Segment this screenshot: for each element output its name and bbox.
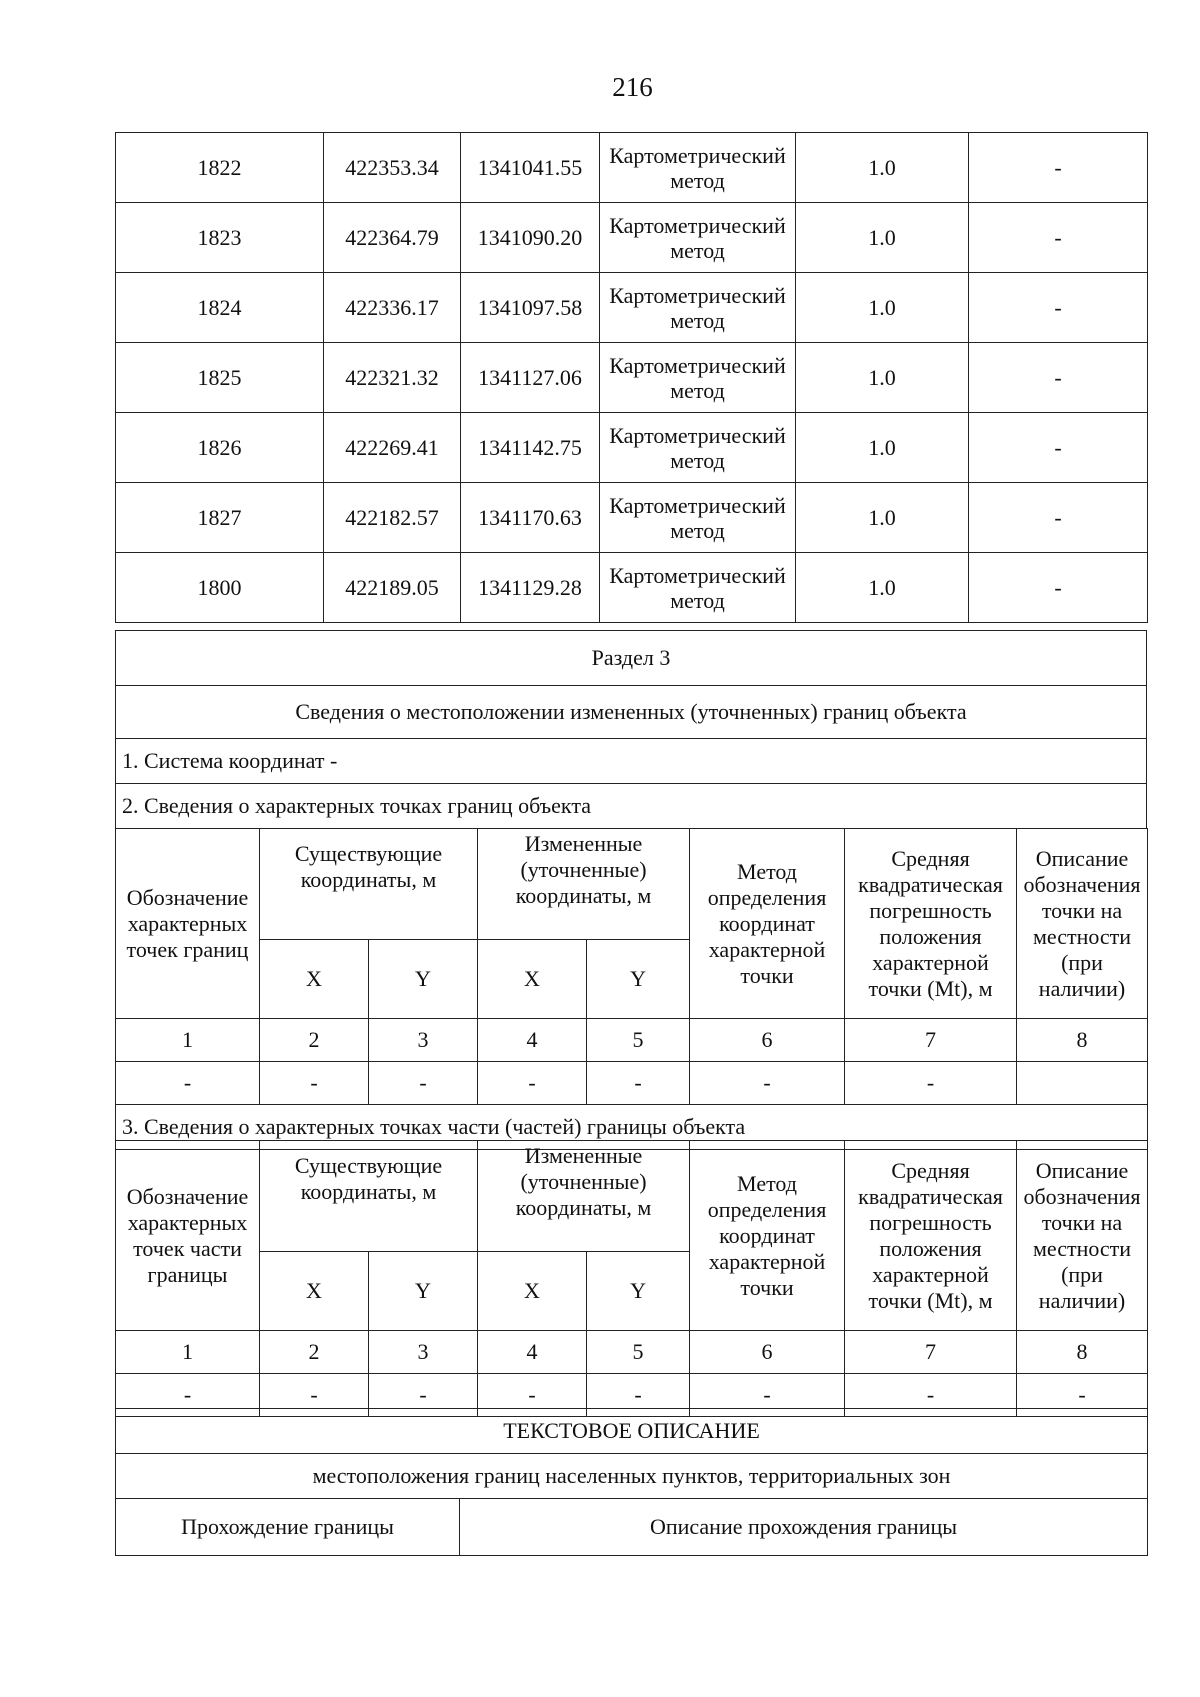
table-row [116, 413, 1148, 483]
description: - [969, 483, 1148, 553]
boundary-passage-header: Прохождение границы [116, 1499, 460, 1556]
section-subtitle: Сведения о местоположении измененных (уточненных) границ объекта [116, 686, 1147, 739]
x-coordinate: 422364.79 [324, 203, 461, 273]
cell-value: - [116, 1062, 260, 1105]
method: Картометрический метод [600, 483, 796, 553]
header-mt: Средняя квадратическая погрешность положения характерной точки (Mt), м [845, 829, 1017, 1019]
x-coordinate: 422353.34 [324, 133, 461, 203]
column-number: 7 [845, 1331, 1017, 1374]
column-number: 6 [690, 1331, 845, 1374]
cell-value: - [260, 1062, 369, 1105]
column-number: 2 [260, 1331, 369, 1374]
point-id: 1822 [116, 133, 324, 203]
description: - [969, 553, 1148, 623]
header-mt: Средняя квадратическая погрешность положения характерной точки (Mt), м [845, 1141, 1017, 1331]
cell-value: - [116, 1374, 260, 1417]
y-coordinate: 1341127.06 [461, 343, 600, 413]
mt-value: 1.0 [796, 133, 969, 203]
header-changed-coords: Измененные (уточненные) координаты, м [478, 829, 690, 940]
method: Картометрический метод [600, 133, 796, 203]
table-row [116, 343, 1148, 413]
column-number: 2 [260, 1019, 369, 1062]
header-description: Описание обозначения точки на местности (при наличии) [1017, 829, 1148, 1019]
header-designation: Обозначение характерных точек границ [116, 829, 260, 1019]
points-heading: 2. Сведения о характерных точках границ объекта [116, 784, 1147, 829]
mt-value: 1.0 [796, 343, 969, 413]
point-id: 1824 [116, 273, 324, 343]
mt-value: 1.0 [796, 413, 969, 483]
cell-value: - [369, 1062, 478, 1105]
x-coordinate: 422182.57 [324, 483, 461, 553]
method: Картометрический метод [600, 413, 796, 483]
cell-value: - [478, 1374, 587, 1417]
column-number: 8 [1017, 1019, 1148, 1062]
x-coordinate: 422321.32 [324, 343, 461, 413]
y-coordinate: 1341170.63 [461, 483, 600, 553]
y-coordinate: 1341129.28 [461, 553, 600, 623]
x-coordinate: 422189.05 [324, 553, 461, 623]
cell-value: - [845, 1062, 1017, 1105]
column-number: 4 [478, 1019, 587, 1062]
column-number: 7 [845, 1019, 1017, 1062]
cell-value: - [690, 1374, 845, 1417]
column-number: 3 [369, 1331, 478, 1374]
header-y-existing: Y [369, 1252, 478, 1331]
coordinates-table [115, 132, 1147, 623]
table-row [116, 483, 1148, 553]
point-id: 1800 [116, 553, 324, 623]
description: - [969, 133, 1148, 203]
table-row [116, 1331, 1148, 1374]
header-changed-coords: Измененные (уточненные) координаты, м [478, 1141, 690, 1252]
column-number: 4 [478, 1331, 587, 1374]
point-id: 1826 [116, 413, 324, 483]
method: Картометрический метод [600, 553, 796, 623]
page-number: 216 [612, 72, 653, 102]
points-table [115, 828, 1147, 1150]
mt-value: 1.0 [796, 273, 969, 343]
y-coordinate: 1341090.20 [461, 203, 600, 273]
header-existing-coords: Существующие координаты, м [260, 829, 478, 940]
y-coordinate: 1341097.58 [461, 273, 600, 343]
mt-value: 1.0 [796, 553, 969, 623]
header-description: Описание обозначения точки на местности (при наличии) [1017, 1141, 1148, 1331]
cell-value: - [369, 1374, 478, 1417]
cell-value: - [587, 1374, 690, 1417]
text-description-title: ТЕКСТОВОЕ ОПИСАНИЕ [116, 1409, 1148, 1454]
column-number: 8 [1017, 1331, 1148, 1374]
header-y-changed: Y [587, 940, 690, 1019]
table-row [116, 1062, 1148, 1105]
column-number: 3 [369, 1019, 478, 1062]
column-number: 5 [587, 1019, 690, 1062]
header-x-existing: X [260, 1252, 369, 1331]
description: - [969, 413, 1148, 483]
point-id: 1825 [116, 343, 324, 413]
parts-table [115, 1140, 1147, 1417]
method: Картометрический метод [600, 203, 796, 273]
header-designation: Обозначение характерных точек части границы [116, 1141, 260, 1331]
text-description-subtitle: местоположения границ населенных пунктов, территориальных зон [116, 1454, 1148, 1499]
column-number: 6 [690, 1019, 845, 1062]
table-row [116, 553, 1148, 623]
table-row [116, 273, 1148, 343]
description: - [969, 203, 1148, 273]
column-number: 5 [587, 1331, 690, 1374]
column-number: 1 [116, 1331, 260, 1374]
text-description-block [115, 1408, 1147, 1556]
header-x-changed: X [478, 1252, 587, 1331]
cell-value [1017, 1062, 1148, 1105]
header-y-existing: Y [369, 940, 478, 1019]
cell-value: - [845, 1374, 1017, 1417]
y-coordinate: 1341041.55 [461, 133, 600, 203]
header-method: Метод определения координат характерной точки [690, 1141, 845, 1331]
cell-value: - [587, 1062, 690, 1105]
point-id: 1823 [116, 203, 324, 273]
method: Картометрический метод [600, 343, 796, 413]
coord-system-line: 1. Система координат - [116, 739, 1147, 784]
section-3-block [115, 630, 1147, 829]
header-x-existing: X [260, 940, 369, 1019]
description: - [969, 273, 1148, 343]
table-row [116, 133, 1148, 203]
header-x-changed: X [478, 940, 587, 1019]
x-coordinate: 422269.41 [324, 413, 461, 483]
cell-value: - [690, 1062, 845, 1105]
y-coordinate: 1341142.75 [461, 413, 600, 483]
description: - [969, 343, 1148, 413]
header-y-changed: Y [587, 1252, 690, 1331]
point-id: 1827 [116, 483, 324, 553]
boundary-description-header: Описание прохождения границы [460, 1499, 1148, 1556]
column-number: 1 [116, 1019, 260, 1062]
header-method: Метод определения координат характерной точки [690, 829, 845, 1019]
section-title: Раздел 3 [116, 631, 1147, 686]
cell-value: - [478, 1062, 587, 1105]
table-row [116, 1019, 1148, 1062]
header-existing-coords: Существующие координаты, м [260, 1141, 478, 1252]
cell-value: - [260, 1374, 369, 1417]
mt-value: 1.0 [796, 203, 969, 273]
cell-value: - [1017, 1374, 1148, 1417]
mt-value: 1.0 [796, 483, 969, 553]
parts-heading: 3. Сведения о характерных точках части (частей) границы объекта [116, 1105, 1148, 1150]
method: Картометрический метод [600, 273, 796, 343]
table-row [116, 203, 1148, 273]
x-coordinate: 422336.17 [324, 273, 461, 343]
